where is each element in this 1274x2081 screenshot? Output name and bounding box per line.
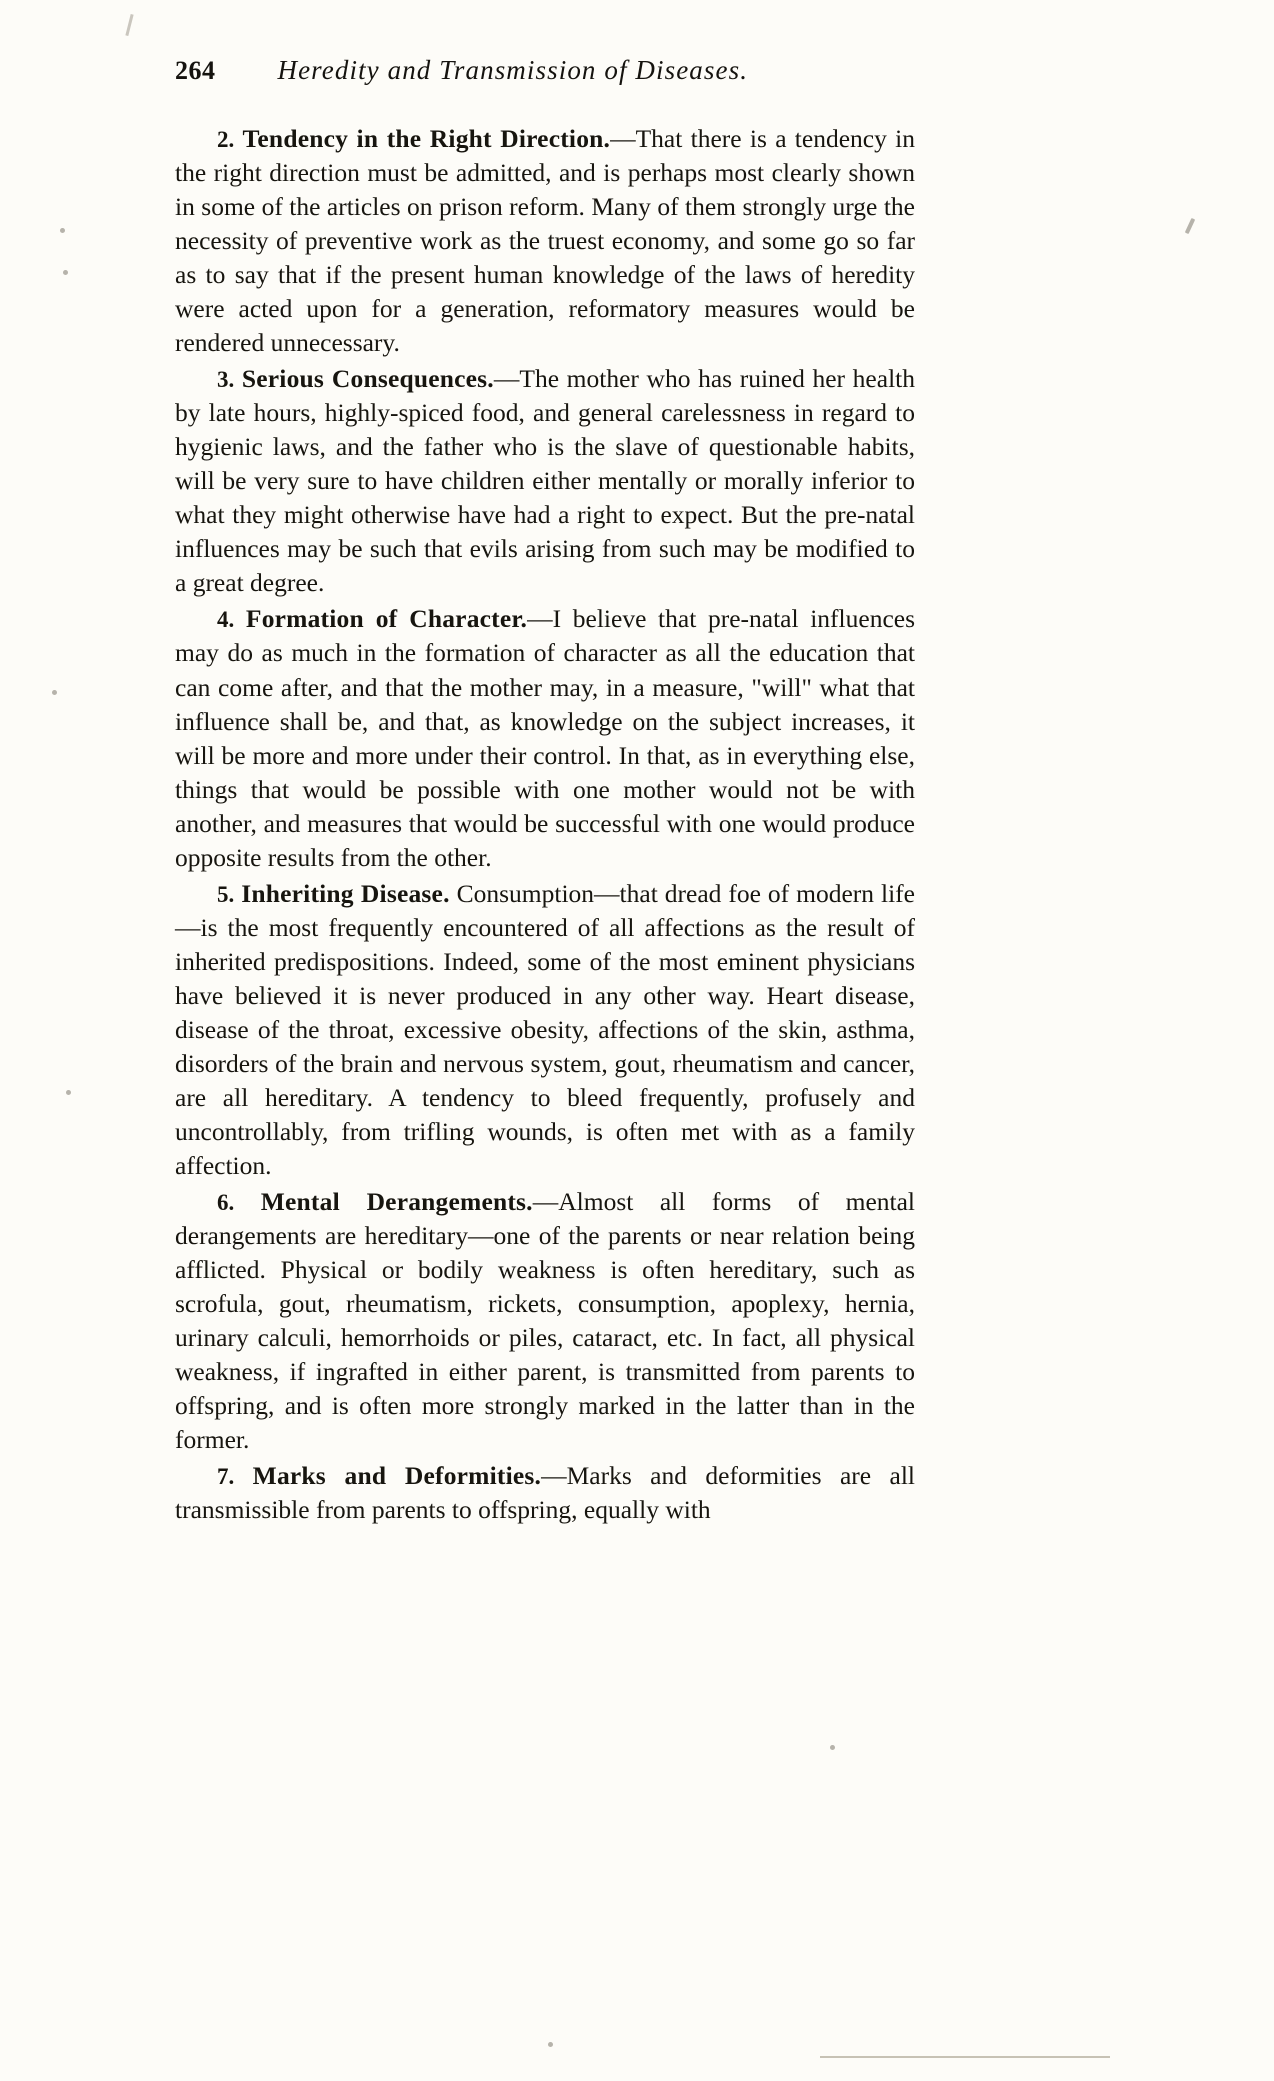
paragraph-heading: Inheriting Disease.	[241, 878, 450, 908]
page-speck	[60, 228, 65, 233]
page-speck	[1185, 218, 1195, 234]
paragraph-text: Consumption—that dread foe of modern life—is the most frequently encountered of all affections as the result of inherited predispositions. Indeed, some of the most eminent physicians have believed it is never produced in any other way. Heart disease, disease of the throat, excessive obesity, affections of the skin, asthma, disorders of the brain and nervous system, gout, rheumatism and cancer, are all hereditary. A tendency to bleed frequently, profusely and uncontrollably, from trifling wounds, is often met with as a family affection.	[175, 878, 915, 1180]
paragraph	[175, 122, 915, 360]
paragraph-heading: Mental Derangements.	[260, 1186, 533, 1216]
paragraph-text: —I believe that pre-natal influences may do as much in the formation of character as all the education that can come after, and that the mother may, in a measure, "will" what that influence shall be, and that, as knowledge on the subject increases, it will be more and more under their control. In that, as in everything else, things that would be possible with one mother would not be with another, and measures that would be successful with one would produce opposite results from the other.	[175, 604, 916, 872]
paragraph-heading: Tendency in the Right Direction.	[242, 124, 611, 153]
paragraph-number: 3.	[217, 367, 235, 393]
page-speck	[66, 1090, 71, 1095]
paragraph-number: 4.	[217, 607, 235, 633]
paragraph	[175, 1459, 915, 1527]
page-speck	[548, 2042, 553, 2047]
paragraph-text: —Almost all forms of mental derangements are hereditary—one of the parents or near relation being afflicted. Physical or bodily weakness is often hereditary, such as scrofula, gout, rheumatism, rickets, consumption, apoplexy, hernia, urinary calculi, hemorrhoids or piles, cataract, etc. In fact, all physical weakness, if ingrafted in either parent, is transmitted from parents to offspring, and is often more strongly marked in the latter than in the former.	[175, 1186, 916, 1455]
page-speck	[63, 270, 68, 275]
paragraph-text: —That there is a tendency in the right direction must be admitted, and is perhaps most clearly shown in some of the articles on prison reform. Many of them strongly urge the necessity of preventive work as the truest economy, and some go so far as to say that if the present human knowledge of the laws of heredity were acted upon for a generation, reformatory measures would be rendered unnecessary.	[175, 124, 915, 358]
paragraph	[175, 1185, 915, 1457]
paragraph	[175, 362, 915, 600]
page-bottom-rule	[820, 2056, 1110, 2058]
page-content	[175, 55, 915, 1528]
paragraph-text: —Marks and deformities are all transmissible from parents to offspring, equally with	[175, 1461, 915, 1525]
page-header	[175, 55, 915, 86]
paragraph-number: 7.	[217, 1464, 235, 1490]
paragraph-text: —The mother who has ruined her health by late hours, highly-spiced food, and general carelessness in regard to hygienic laws, and the father who is the slave of questionable habits, will be very sure to have children either mentally or morally inferior to what they might otherwise have had a right to expect. But the pre-natal influences may be such that evils arising from such may be modified to a great degree.	[175, 364, 915, 598]
paragraph-heading: Serious Consequences.	[241, 364, 494, 394]
running-title: Heredity and Transmission of Diseases.	[277, 55, 749, 85]
page-speck	[830, 1745, 835, 1750]
page-speck	[52, 690, 57, 695]
paragraph-heading: Formation of Character.	[245, 604, 528, 634]
paragraph	[175, 602, 915, 874]
page-edge-mark-top	[125, 14, 133, 36]
paragraph-number: 2.	[217, 127, 235, 152]
paragraph-number: 6.	[217, 1189, 235, 1215]
paragraph-heading: Marks and Deformities.	[252, 1461, 542, 1491]
paragraph-number: 5.	[217, 881, 235, 907]
page-number: 264	[175, 56, 216, 85]
paragraph	[175, 877, 915, 1183]
body-text	[175, 122, 915, 1527]
